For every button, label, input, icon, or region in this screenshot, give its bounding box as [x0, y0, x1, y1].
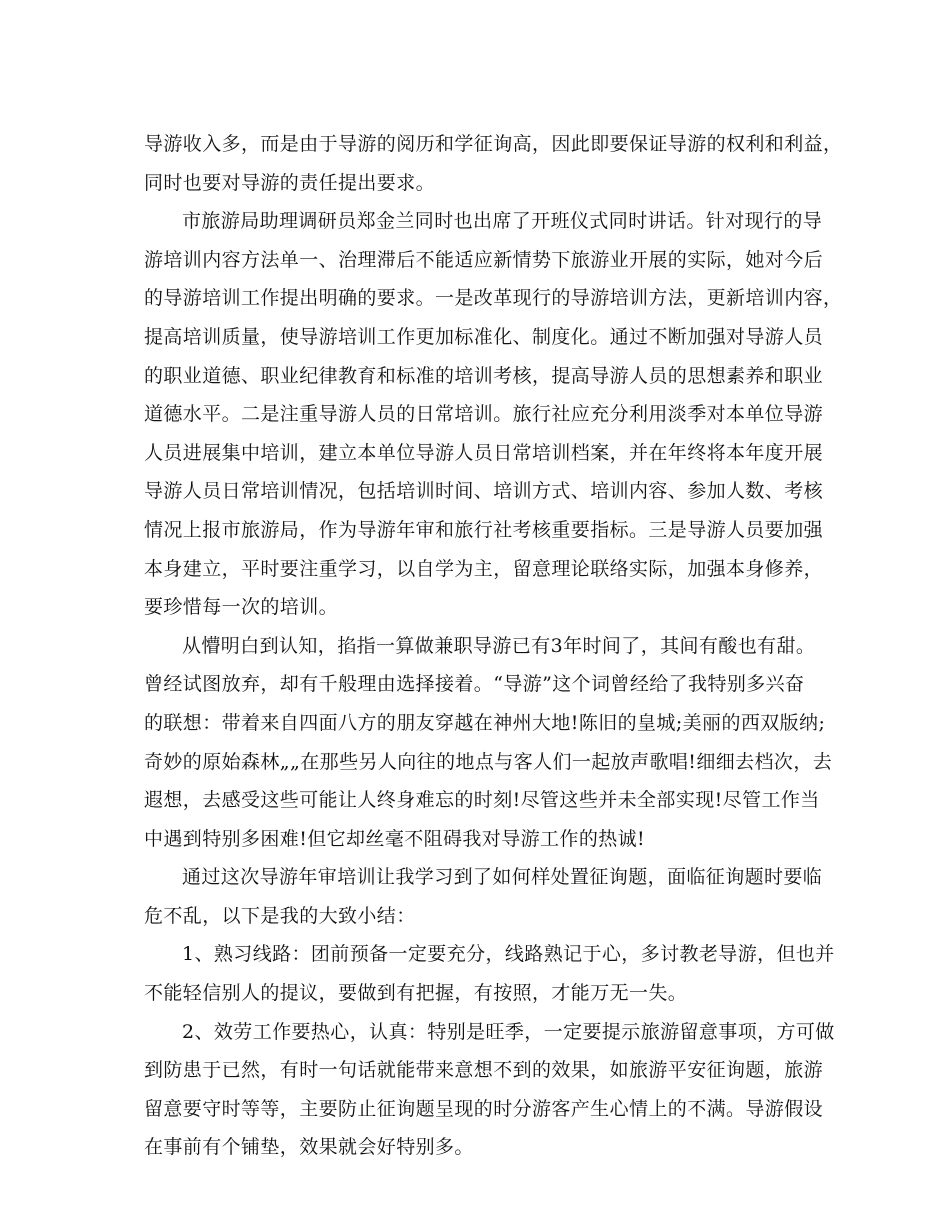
text-line: 从懵明白到认知，掐指一算做兼职导游已有3年时间了，其间有酸也有甜。	[182, 634, 816, 657]
text-line: 1、熟习线路：团前预备一定要充分，线路熟记于心，多讨教老导游，但也并	[182, 943, 835, 966]
text-line: 危不乱，以下是我的大致小结：	[144, 904, 416, 927]
text-line: 到防患于已然，有时一句话就能带来意想不到的效果，如旅游平安征询题，旅游	[144, 1059, 824, 1082]
text-line: 在事前有个铺垫，效果就会好特别多。	[144, 1136, 474, 1159]
text-line: 的导游培训工作提出明确的要求。一是改革现行的导游培训方法，更新培训内容，	[144, 287, 843, 310]
text-line: 导游人员日常培训情况，包括培训时间、培训方式、培训内容、参加人数、考核	[144, 480, 824, 503]
text-line: 奇妙的原始森林„„在那些另人向往的地点与客人们一起放声歌唱!细细去档次，去	[144, 750, 833, 773]
text-line: 同时也要对导游的责任提出要求。	[144, 171, 436, 194]
text-line: 情况上报市旅游局，作为导游年审和旅行社考核重要指标。三是导游人员要加强	[144, 518, 824, 541]
text-line: 留意要守时等等，主要防止征询题呈现的时分游客产生心情上的不满。导游假设	[144, 1097, 824, 1120]
text-line: 游培训内容方法单一、治理滞后不能适应新情势下旅游业开展的实际，她对今后	[144, 248, 824, 271]
text-line: 不能轻信别人的提议，要做到有把握，有按照，才能万无一失。	[144, 982, 688, 1005]
text-line: 提高培训质量，使导游培训工作更加标准化、制度化。通过不断加强对导游人员	[144, 325, 824, 348]
text-line: 遐想，去感受这些可能让人终身难忘的时刻!尽管这些并未全部实现!尽管工作当	[144, 789, 820, 812]
document-body	[144, 125, 843, 1167]
text-line: 2、效劳工作要热心，认真：特别是旺季，一定要提示旅游留意事项，方可做	[182, 1020, 835, 1043]
text-line: 市旅游局助理调研员郑金兰同时也出席了开班仪式同时讲话。针对现行的导	[182, 210, 823, 233]
text-line: 要珍惜每一次的培训。	[144, 596, 339, 619]
text-line: 本身建立，平时要注重学习，以自学为主，留意理论联络实际，加强本身修养，	[144, 557, 824, 580]
text-line: 导游收入多，而是由于导游的阅历和学征询高，因此即要保证导游的权利和利益，	[144, 133, 843, 155]
text-line: 人员进展集中培训，建立本单位导游人员日常培训档案，并在年终将本年度开展	[144, 441, 824, 464]
text-line: 道德水平。二是注重导游人员的日常培训。旅行社应充分利用淡季对本单位导游	[144, 403, 824, 426]
text-line: 的职业道德、职业纪律教育和标准的培训考核，提高导游人员的思想素养和职业	[144, 364, 824, 387]
text-line: 通过这次导游年审培训让我学习到了如何样处置征询题，面临征询题时要临	[182, 866, 823, 889]
text-line: 的联想：带着来自四面八方的朋友穿越在神州大地!陈旧的皇城;美丽的西双版纳;	[144, 711, 826, 734]
text-line: 中遇到特别多困难!但它却丝毫不阻碍我对导游工作的热诚!	[144, 827, 646, 850]
text-line: 曾经试图放弃，却有千般理由选择接着。“导游”这个词曾经给了我特别多兴奋	[144, 673, 805, 696]
